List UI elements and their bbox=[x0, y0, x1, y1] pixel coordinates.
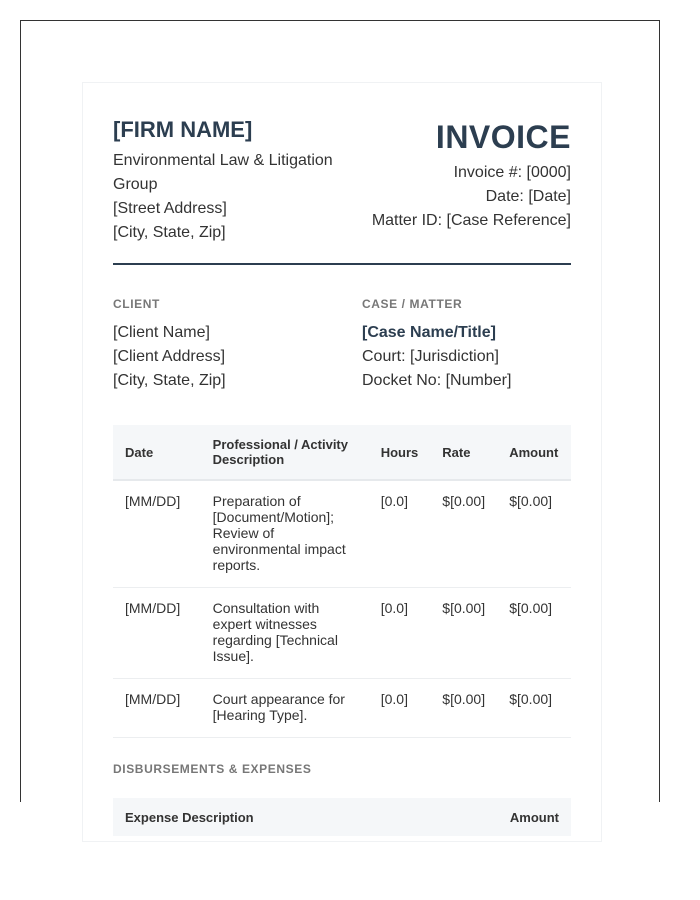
invoice-date: Date: [Date] bbox=[485, 188, 571, 205]
client-city-state-zip: [City, State, Zip] bbox=[113, 372, 226, 389]
row-amount: $[0.00] bbox=[497, 480, 571, 588]
row-rate: $[0.00] bbox=[430, 480, 497, 588]
expenses-table bbox=[113, 798, 571, 836]
fees-header-rate: Rate bbox=[430, 425, 497, 480]
disbursements-label: DISBURSEMENTS & EXPENSES bbox=[113, 762, 312, 776]
row-amount: $[0.00] bbox=[497, 588, 571, 679]
firm-block bbox=[113, 117, 353, 245]
fees-table bbox=[113, 425, 571, 738]
row-rate: $[0.00] bbox=[430, 679, 497, 738]
invoice-meta bbox=[371, 117, 571, 233]
firm-city-state-zip: [City, State, Zip] bbox=[113, 224, 226, 241]
client-label: CLIENT bbox=[113, 297, 160, 311]
fees-header-description: Professional / Activity Description bbox=[201, 425, 369, 480]
case-docket: Docket No: [Number] bbox=[362, 372, 512, 389]
case-title: [Case Name/Title] bbox=[362, 324, 496, 341]
table-row bbox=[113, 679, 571, 738]
invoice-content bbox=[113, 117, 571, 836]
case-court: Court: [Jurisdiction] bbox=[362, 348, 499, 365]
row-amount: $[0.00] bbox=[497, 679, 571, 738]
row-hours: [0.0] bbox=[369, 679, 431, 738]
page-frame bbox=[20, 20, 660, 825]
row-description: Preparation of [Document/Motion]; Review of environmental impact reports. bbox=[201, 480, 369, 588]
row-date: [MM/DD] bbox=[113, 588, 201, 679]
matter-id: Matter ID: [Case Reference] bbox=[371, 212, 571, 229]
client-block bbox=[113, 297, 362, 393]
row-hours: [0.0] bbox=[369, 588, 431, 679]
fees-header-row bbox=[113, 425, 571, 480]
expenses-header-row bbox=[113, 798, 571, 836]
table-row bbox=[113, 480, 571, 588]
row-date: [MM/DD] bbox=[113, 480, 201, 588]
table-row bbox=[113, 588, 571, 679]
invoice-header bbox=[113, 117, 571, 265]
invoice-number: Invoice #: [0000] bbox=[453, 164, 571, 181]
fees-header-hours: Hours bbox=[369, 425, 431, 480]
expenses-header-description: Expense Description bbox=[125, 809, 254, 825]
row-rate: $[0.00] bbox=[430, 588, 497, 679]
firm-description: Environmental Law & Litigation Group bbox=[113, 152, 333, 193]
row-description: Court appearance for [Hearing Type]. bbox=[201, 679, 369, 738]
fees-header-date: Date bbox=[113, 425, 201, 480]
row-hours: [0.0] bbox=[369, 480, 431, 588]
parties-section bbox=[113, 297, 571, 393]
row-description: Consultation with expert witnesses regarding [Technical Issue]. bbox=[201, 588, 369, 679]
invoice-title: INVOICE bbox=[435, 119, 571, 155]
firm-name: [FIRM NAME] bbox=[113, 117, 253, 142]
row-date: [MM/DD] bbox=[113, 679, 201, 738]
client-address: [Client Address] bbox=[113, 348, 226, 365]
case-label: CASE / MATTER bbox=[362, 297, 463, 311]
expenses-header-amount: Amount bbox=[509, 809, 559, 825]
firm-street-address: [Street Address] bbox=[113, 200, 227, 217]
fees-header-amount: Amount bbox=[497, 425, 571, 480]
invoice-sheet bbox=[82, 82, 602, 842]
case-block bbox=[362, 297, 571, 393]
client-name: [Client Name] bbox=[113, 324, 210, 341]
